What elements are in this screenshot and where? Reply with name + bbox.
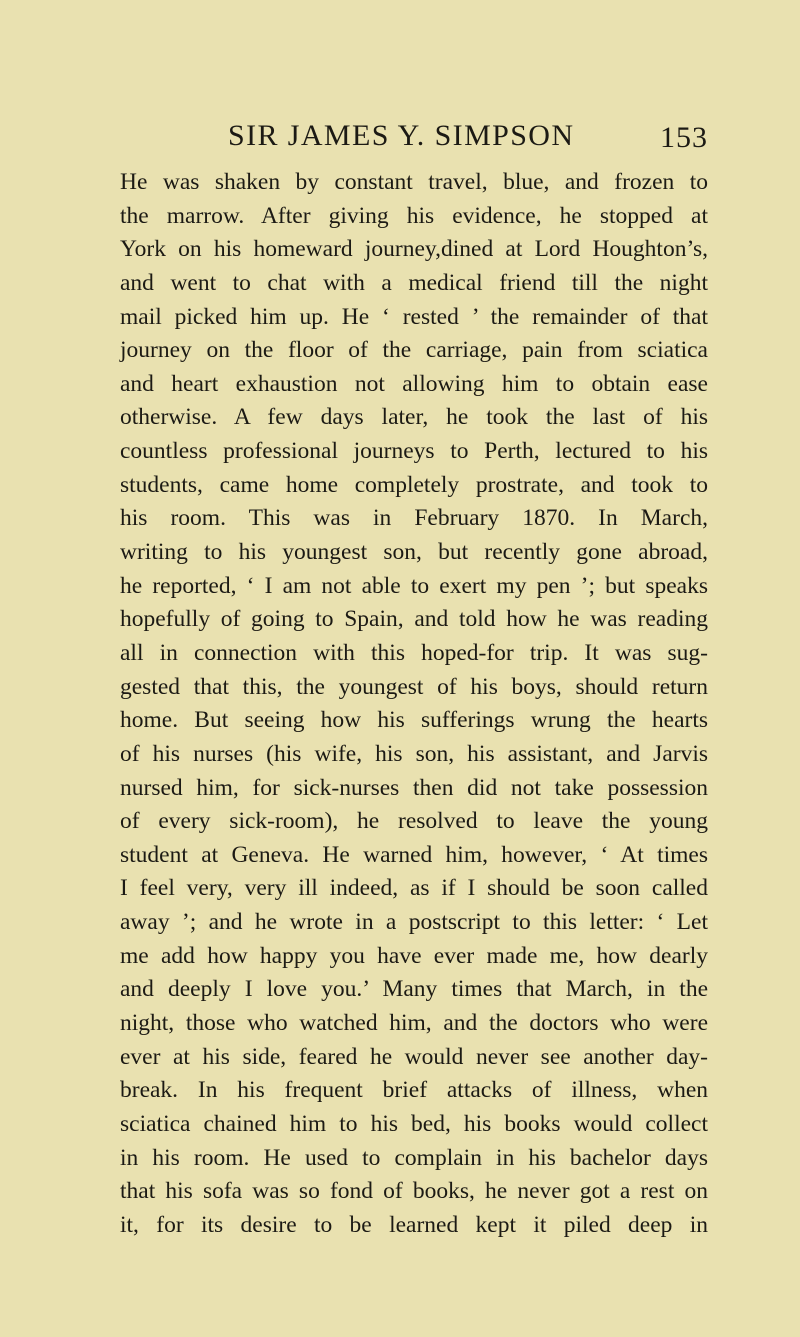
text-line-27: ever at his side, feared he would never see another day- bbox=[120, 1043, 708, 1070]
text-line-26: night, those who watched him, and the doctors who were bbox=[120, 1010, 708, 1037]
text-line-2: the marrow. After giving his evidence, he stopped at bbox=[120, 202, 708, 229]
text-line-1: He was shaken by constant travel, blue, and frozen to bbox=[120, 169, 708, 195]
text-line-10: students, came home completely prostrate, and took to bbox=[120, 471, 708, 498]
body-text bbox=[120, 166, 708, 1243]
text-line-11: his room. This was in February 1870. In March, bbox=[120, 505, 708, 532]
text-line-28: break. In his frequent brief attacks of illness, when bbox=[120, 1077, 708, 1104]
text-line-3: York on his homeward journey,dined at Lord Houghton’s, bbox=[120, 236, 708, 263]
running-head-title: SIR JAMES Y. SIMPSON bbox=[228, 119, 575, 152]
text-line-25: and deeply I love you.’ Many times that March, in the bbox=[120, 976, 708, 1003]
text-line-32: it, for its desire to be learned kept it piled deep in bbox=[120, 1211, 708, 1238]
text-line-5: mail picked him up. He ‘ rested ’ the remainder of that bbox=[120, 303, 708, 330]
text-line-20: of every sick-room), he resolved to leave the young bbox=[120, 808, 708, 835]
text-line-14: hopefully of going to Spain, and told how he was reading bbox=[120, 606, 708, 633]
text-line-13: he reported, ‘ I am not able to exert my pen ’; but speaks bbox=[120, 572, 708, 599]
text-line-15: all in connection with this hoped-for trip. It was sug- bbox=[120, 639, 708, 666]
text-line-8: otherwise. A few days later, he took the last of his bbox=[120, 404, 708, 431]
running-head bbox=[120, 118, 708, 154]
text-line-19: nursed him, for sick-nurses then did not take possession bbox=[120, 774, 708, 801]
text-line-24: me add how happy you have ever made me, how dearly bbox=[120, 942, 708, 969]
text-line-18: of his nurses (his wife, his son, his assistant, and Jarvis bbox=[120, 740, 708, 767]
text-line-4: and went to chat with a medical friend till the night bbox=[120, 269, 708, 296]
text-line-16: gested that this, the youngest of his boys, should return bbox=[120, 673, 708, 700]
text-line-31: that his sofa was so fond of books, he never got a rest on bbox=[120, 1178, 708, 1205]
text-line-6: journey on the floor of the carriage, pain from sciatica bbox=[120, 337, 708, 364]
page-number: 153 bbox=[660, 121, 708, 154]
text-line-9: countless professional journeys to Perth, lectured to his bbox=[120, 438, 708, 465]
text-line-30: in his room. He used to complain in his bachelor days bbox=[120, 1144, 708, 1171]
text-line-29: sciatica chained him to his bed, his books would collect bbox=[120, 1110, 708, 1137]
text-line-23: away ’; and he wrote in a postscript to this letter: ‘ Let bbox=[120, 909, 708, 936]
text-line-21: student at Geneva. He warned him, however, ‘ At times bbox=[120, 841, 708, 868]
text-line-22: I feel very, very ill indeed, as if I should be soon called bbox=[120, 875, 708, 902]
text-line-7: and heart exhaustion not allowing him to obtain ease bbox=[120, 370, 708, 397]
text-line-17: home. But seeing how his sufferings wrung the hearts bbox=[120, 707, 708, 734]
text-line-12: writing to his youngest son, but recently gone abroad, bbox=[120, 539, 708, 566]
